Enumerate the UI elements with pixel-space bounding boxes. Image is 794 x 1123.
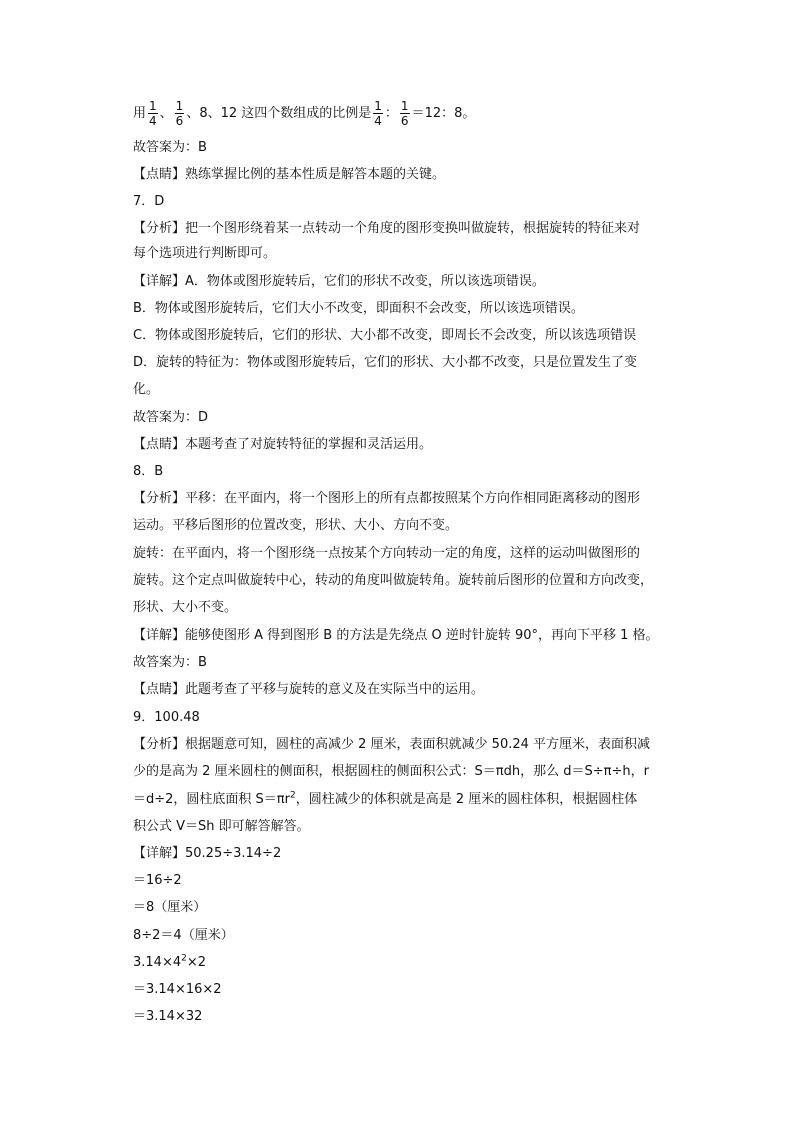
solution-line: 【详解】50.25÷3.14÷2 xyxy=(133,846,282,861)
solution-line: 【详解】A．物体或图形旋转后，它们的形状不改变，所以该选项错误。 xyxy=(133,274,545,289)
solution-line: 化。 xyxy=(133,382,160,397)
fraction xyxy=(175,99,185,128)
text-segment: ＝12：8。 xyxy=(411,106,476,121)
calc-line xyxy=(133,954,206,972)
question-heading: 8．B xyxy=(133,464,164,479)
calc-line: ＝16÷2 xyxy=(133,873,182,888)
calc-line: 8÷2＝4（厘米） xyxy=(133,928,234,943)
fraction-denominator: 4 xyxy=(374,114,382,128)
answer-line: 故答案为：B xyxy=(133,655,207,670)
analysis-line: 旋转。这个定点叫做旋转中心，转动的角度叫做旋转角。旋转前后图形的位置和方向改变， xyxy=(133,573,654,588)
calc-line: ＝3.14×16×2 xyxy=(133,982,222,997)
remark-line: 【点睛】此题考查了平移与旋转的意义及在实际当中的运用。 xyxy=(133,682,485,697)
solution-line: D．旋转的特征为：物体或图形旋转后，它们的形状、大小都不改变，只是位置发生了变 xyxy=(133,355,638,370)
superscript: 2 xyxy=(181,953,187,964)
remark-line: 【点睛】熟练掌握比例的基本性质是解答本题的关键。 xyxy=(133,167,446,182)
text-line-1 xyxy=(133,96,475,132)
calc-line: ＝8（厘米） xyxy=(133,900,207,915)
analysis-line xyxy=(133,791,637,809)
solution-line: B．物体或图形旋转后，它们大小不改变，即面积不会改变，所以该选项错误。 xyxy=(133,301,584,316)
analysis-line: 积公式 V＝Sh 即可解答解答。 xyxy=(133,819,310,834)
solution-line: 【详解】能够使图形 A 得到图形 B 的方法是先绕点 O 逆时针旋转 90°，再向下平移 1 格。 xyxy=(133,628,659,643)
fraction-denominator: 6 xyxy=(400,114,409,128)
fraction xyxy=(373,99,383,128)
fraction xyxy=(148,99,158,128)
analysis-line: 运动。平移后图形的位置改变，形状、大小、方向不变。 xyxy=(133,518,459,533)
fraction-denominator: 6 xyxy=(175,114,184,128)
fraction-numerator: 1 xyxy=(374,99,382,113)
analysis-line: 【分析】把一个图形绕着某一点转动一个角度的图形变换叫做旋转，根据旋转的特征来对 xyxy=(133,221,641,236)
fraction xyxy=(400,99,410,128)
text-segment: ×2 xyxy=(186,955,207,970)
text-segment: 用 xyxy=(133,106,147,121)
fraction-denominator: 4 xyxy=(149,114,157,128)
question-heading: 9．100.48 xyxy=(133,710,200,725)
text-segment: 3.14×4 xyxy=(133,955,182,970)
calc-line: ＝3.14×32 xyxy=(133,1009,203,1024)
analysis-line: 每个选项进行判断即可。 xyxy=(133,246,277,261)
text-segment: ，圆柱减少的体积就是高是 2 厘米的圆柱体积，根据圆柱体 xyxy=(295,792,638,807)
text-segment: 、 xyxy=(159,106,173,121)
solution-line: C．物体或图形旋转后，它们的形状、大小都不改变，即周长不会改变，所以该选项错误 xyxy=(133,328,637,343)
analysis-line: 旋转：在平面内，将一个图形绕一点按某个方向转动一定的角度，这样的运动叫做图形的 xyxy=(133,546,641,561)
remark-line: 【点睛】本题考查了对旋转特征的掌握和灵活运用。 xyxy=(133,437,433,452)
question-heading: 7．D xyxy=(133,194,165,209)
text-segment: ： xyxy=(384,106,398,121)
analysis-line: 【分析】根据题意可知，圆柱的高减少 2 厘米，表面积就减少 50.24 平方厘米，表面积减 xyxy=(133,737,651,752)
fraction-numerator: 1 xyxy=(149,99,157,113)
superscript: 2 xyxy=(289,790,296,801)
analysis-line: 形状、大小不变。 xyxy=(133,600,238,615)
analysis-line: 【分析】平移：在平面内，将一个图形上的所有点都按照某个方向作相同距离移动的图形 xyxy=(133,491,641,506)
fraction-numerator: 1 xyxy=(175,99,184,113)
text-segment: 、8、12 这四个数组成的比例是 xyxy=(186,106,372,121)
answer-line: 故答案为：B xyxy=(133,140,207,155)
text-segment: ＝d÷2，圆柱底面积 S＝πr xyxy=(133,792,290,807)
fraction-numerator: 1 xyxy=(400,99,409,113)
answer-line: 故答案为：D xyxy=(133,410,209,425)
analysis-line: 少的是高为 2 厘米圆柱的侧面积，根据圆柱的侧面积公式：S＝πdh，那么 d＝S÷π÷h，r xyxy=(133,764,649,779)
